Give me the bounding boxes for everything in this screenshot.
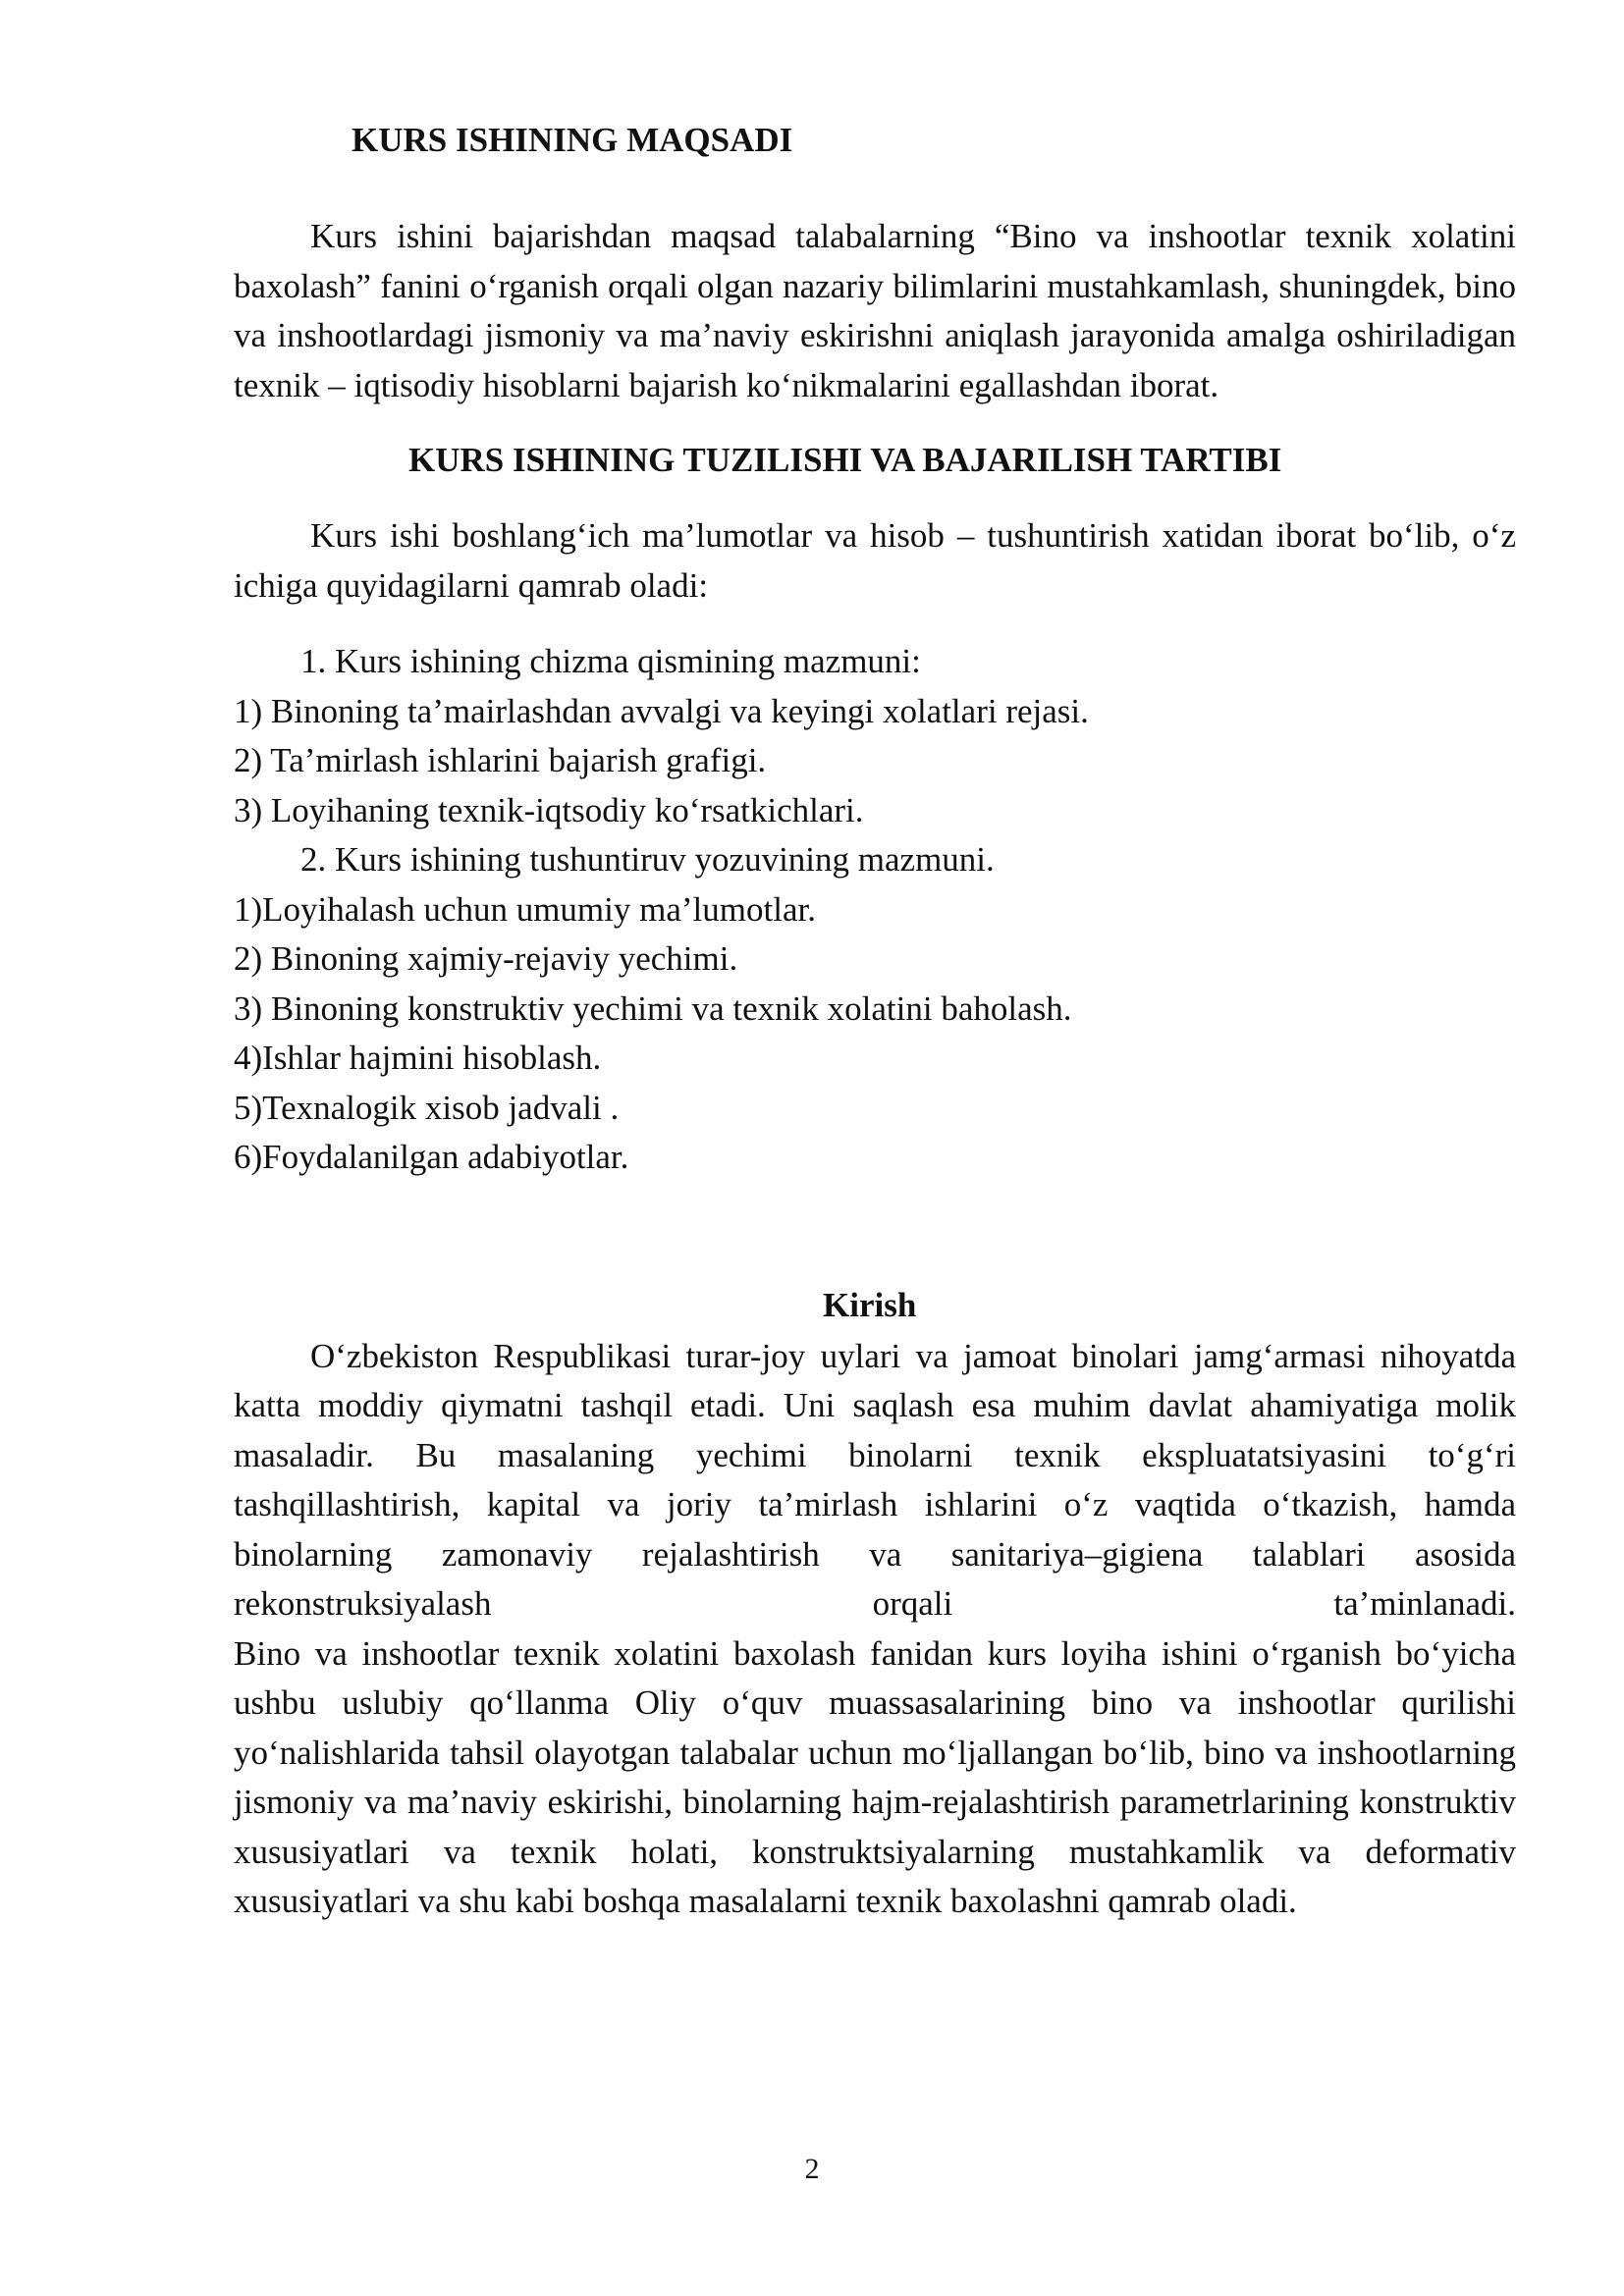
- paragraph-course-goal: Kurs ishini bajarishdan maqsad talabalarning “Bino va inshootlar texnik xolatini baxolash” fanini o‘rganish orqali olgan nazariy bilimlarini mustahkamlash, shuningdek, bino va inshootlardagi jismoniy va ma’naviy eskirishni aniqlash jarayonida amalga oshiriladigan texnik – iqtisodiy hisoblarni bajarish ko‘nikmalarini egallashdan iborat.: [234, 217, 1516, 404]
- list-title-drawing-part: 1. Kurs ishining chizma qismining mazmuni:: [300, 642, 921, 680]
- list-item: 2) Ta’mirlash ishlarini bajarish grafigi.: [234, 741, 767, 779]
- heading-course-structure: KURS ISHINING TUZILISHI VA BAJARILISH TARTIBI: [408, 441, 1282, 479]
- list-title-explanatory-note: 2. Kurs ishining tushuntiruv yozuvining mazmuni.: [300, 840, 995, 879]
- page-number: 2: [804, 2153, 820, 2185]
- list-item: 3) Loyihaning texnik-iqtsodiy ko‘rsatkichlari.: [234, 790, 864, 829]
- heading-introduction: Kirish: [823, 1285, 917, 1324]
- list-item: 1)Loyihalash uchun umumiy ma’lumotlar.: [234, 889, 816, 929]
- paragraph-introduction-1: O‘zbekiston Respublikasi turar-joy uylari va jamoat binolari jamg‘armasi nihoyatda katta moddiy qiymatni tashqil etadi. Uni saqlash esa muhim davlat ahamiyatiga molik masaladir. Bu masalaning yechimi binolarni texnik ekspluatatsiyasini to‘g‘ri tashqillashtirish, kapital va joriy ta’mirlash ishlarini o‘z vaqtida o‘tkazish, hamda binolarning zamonaviy rejalashtirish va sanitariya–gigiena talablari asosida rekonstruksiyalash orqali ta’minlanadi.: [234, 1336, 1516, 1623]
- list-item: 6)Foydalanilgan adabiyotlar.: [234, 1138, 629, 1176]
- paragraph-course-structure: Kurs ishi boshlang‘ich ma’lumotlar va hisob – tushuntirish xatidan iborat bo‘lib, o‘z ichiga quyidagilarni qamrab oladi:: [234, 516, 1516, 605]
- list-item: 5)Texnalogik xisob jadvali .: [234, 1088, 620, 1127]
- list-item: 4)Ishlar hajmini hisoblash.: [234, 1039, 602, 1077]
- heading-course-goal: KURS ISHINING MAQSADI: [352, 121, 793, 159]
- list-item: 2) Binoning xajmiy-rejaviy yechimi.: [234, 939, 738, 978]
- list-item: 3) Binoning konstruktiv yechimi va texnik xolatini baholash.: [234, 988, 1072, 1028]
- paragraph-introduction-2: Bino va inshootlar texnik xolatini baxolash fanidan kurs loyiha ishini o‘rganish bo‘yicha ushbu uslubiy qo‘llanma Oliy o‘quv muassasalarining bino va inshootlar qurilishi yo‘nalishlarida tahsil olayotgan talabalar uchun mo‘ljallangan bo‘lib, bino va inshootlarning jismoniy va ma’naviy eskirishi, binolarning hajm-rejalashtirish parametrlarining konstruktiv xususiyatlari va texnik holati, konstruktsiyalarning mustahkamlik va deformativ xususiyatlari va shu kabi boshqa masalalarni texnik baxolashni qamrab oladi.: [234, 1633, 1516, 1920]
- list-item: 1) Binoning ta’mairlashdan avvalgi va keyingi xolatlari rejasi.: [234, 691, 1089, 730]
- page-content: [234, 116, 1516, 1927]
